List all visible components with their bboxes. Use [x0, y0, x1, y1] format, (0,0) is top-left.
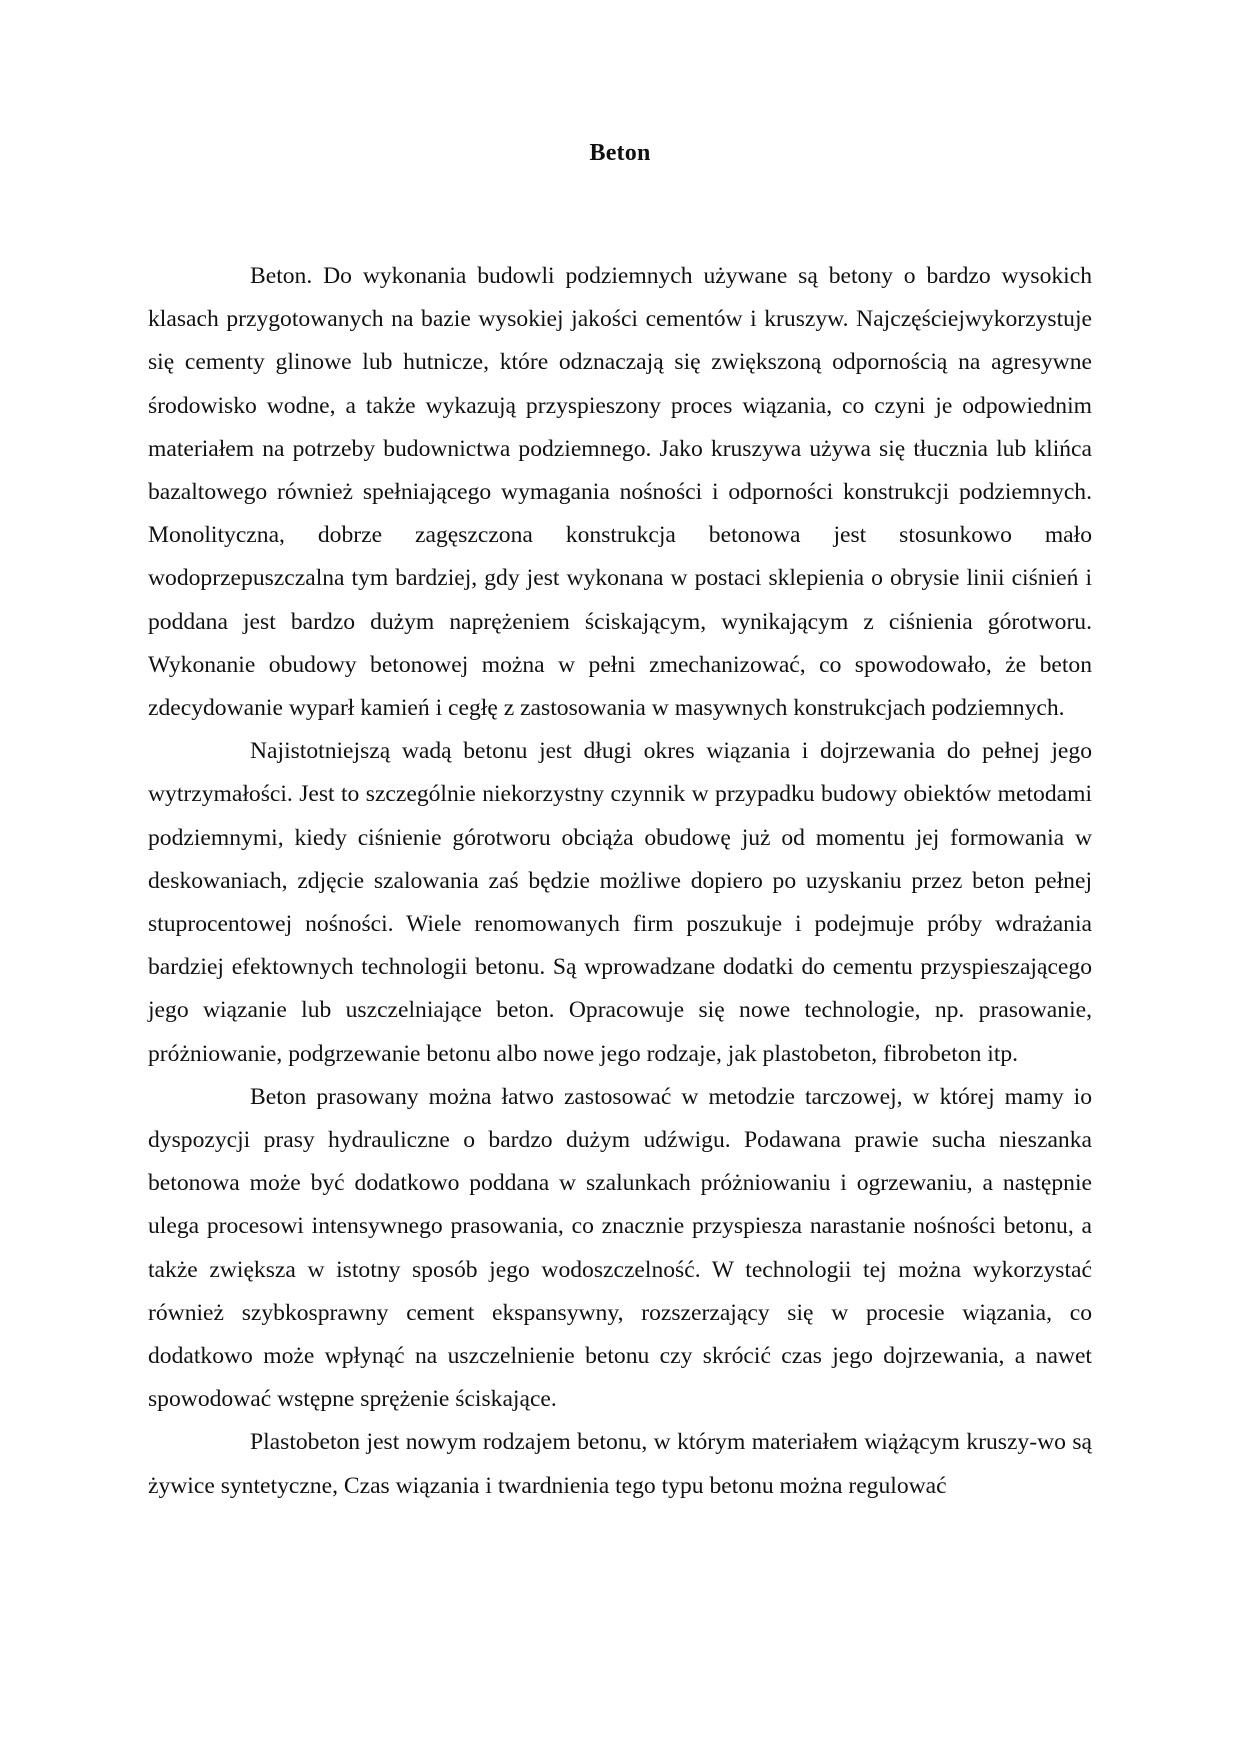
paragraph-3: Beton prasowany można łatwo zastosować w metodzie tarczowej, w której mamy io dyspozycji prasy hydrauliczne o bardzo dużym udźwigu. Podawana prawie sucha nieszanka betonowa może być dodatkowo poddana w szalunkach próżniowaniu i ogrzewaniu, a następnie ulega procesowi intensywnego prasowania, co znacznie przyspiesza narastanie nośności betonu, a także zwiększa w istotny sposób jego wodoszczelność. W technologii tej można wykorzystać również szybkosprawny cement ekspansywny, rozszerzający się w procesie wiązania, co dodatkowo może wpłynąć na uszczelnienie betonu czy skrócić czas jego dojrzewania, a nawet spowodować wstępne sprężenie ściskające. [148, 1083, 1092, 1413]
paragraph-2: Najistotniejszą wadą betonu jest długi okres wiązania i dojrzewania do pełnej jego wytrzymałości. Jest to szczególnie niekorzystny czynnik w przypadku budowy obiektów metodami podziemnymi, kiedy ciśnienie górotworu obciąża obudowę już od momentu jej formowania w deskowaniach, zdjęcie szalowania zaś będzie możliwe dopiero po uzyskaniu przez beton pełnej stuprocentowej nośności. Wiele renomowanych firm poszukuje i podejmuje próby wdrażania bardziej efektownych technologii betonu. Są wprowadzane dodatki do cementu przyspieszającego jego wiązanie lub uszczelniające beton. Opracowuje się nowe technologie, np. prasowanie, próżniowanie, podgrzewanie betonu albo nowe jego rodzaje, jak plastobeton, fibrobeton itp. [148, 738, 1092, 1067]
paragraph-1: Beton. Do wykonania budowli podziemnych używane są betony o bardzo wysokich klasach przygotowanych na bazie wysokiej jakości cementów i kruszyw. Najczęściejwykorzystuje się cementy glinowe lub hutnicze, które odznaczają się zwiększoną odpornością na agresywne środowisko wodne, a także wykazują przyspieszony proces wiązania, co czyni je odpowiednim materiałem na potrzeby budownictwa podziemnego. Jako kruszywa używa się tłucznia lub klińca bazaltowego również spełniającego wymagania nośności i odporności konstrukcji podziemnych. Monolityczna, dobrze zagęszczona konstrukcja betonowa jest stosunkowo mało wodoprzepuszczalna tym bardziej, gdy jest wykonana w postaci sklepienia o obrysie linii ciśnień i poddana jest bardzo dużym naprężeniem ściskającym, wynikającym z ciśnienia górotworu. Wykonanie obudowy betonowej można w pełni zmechanizować, co spowodowało, że beton zdecydowanie wyparł kamień i cegłę z zastosowania w masywnych konstrukcjach podziemnych. [148, 263, 1092, 722]
document-title: Beton [589, 140, 651, 166]
document-page [148, 140, 1092, 1508]
paragraph-4: Plastobeton jest nowym rodzajem betonu, w którym materiałem wiążącym kruszy-wo są żywice syntetyczne, Czas wiązania i twardnienia tego typu betonu można regulować [148, 1429, 1092, 1499]
